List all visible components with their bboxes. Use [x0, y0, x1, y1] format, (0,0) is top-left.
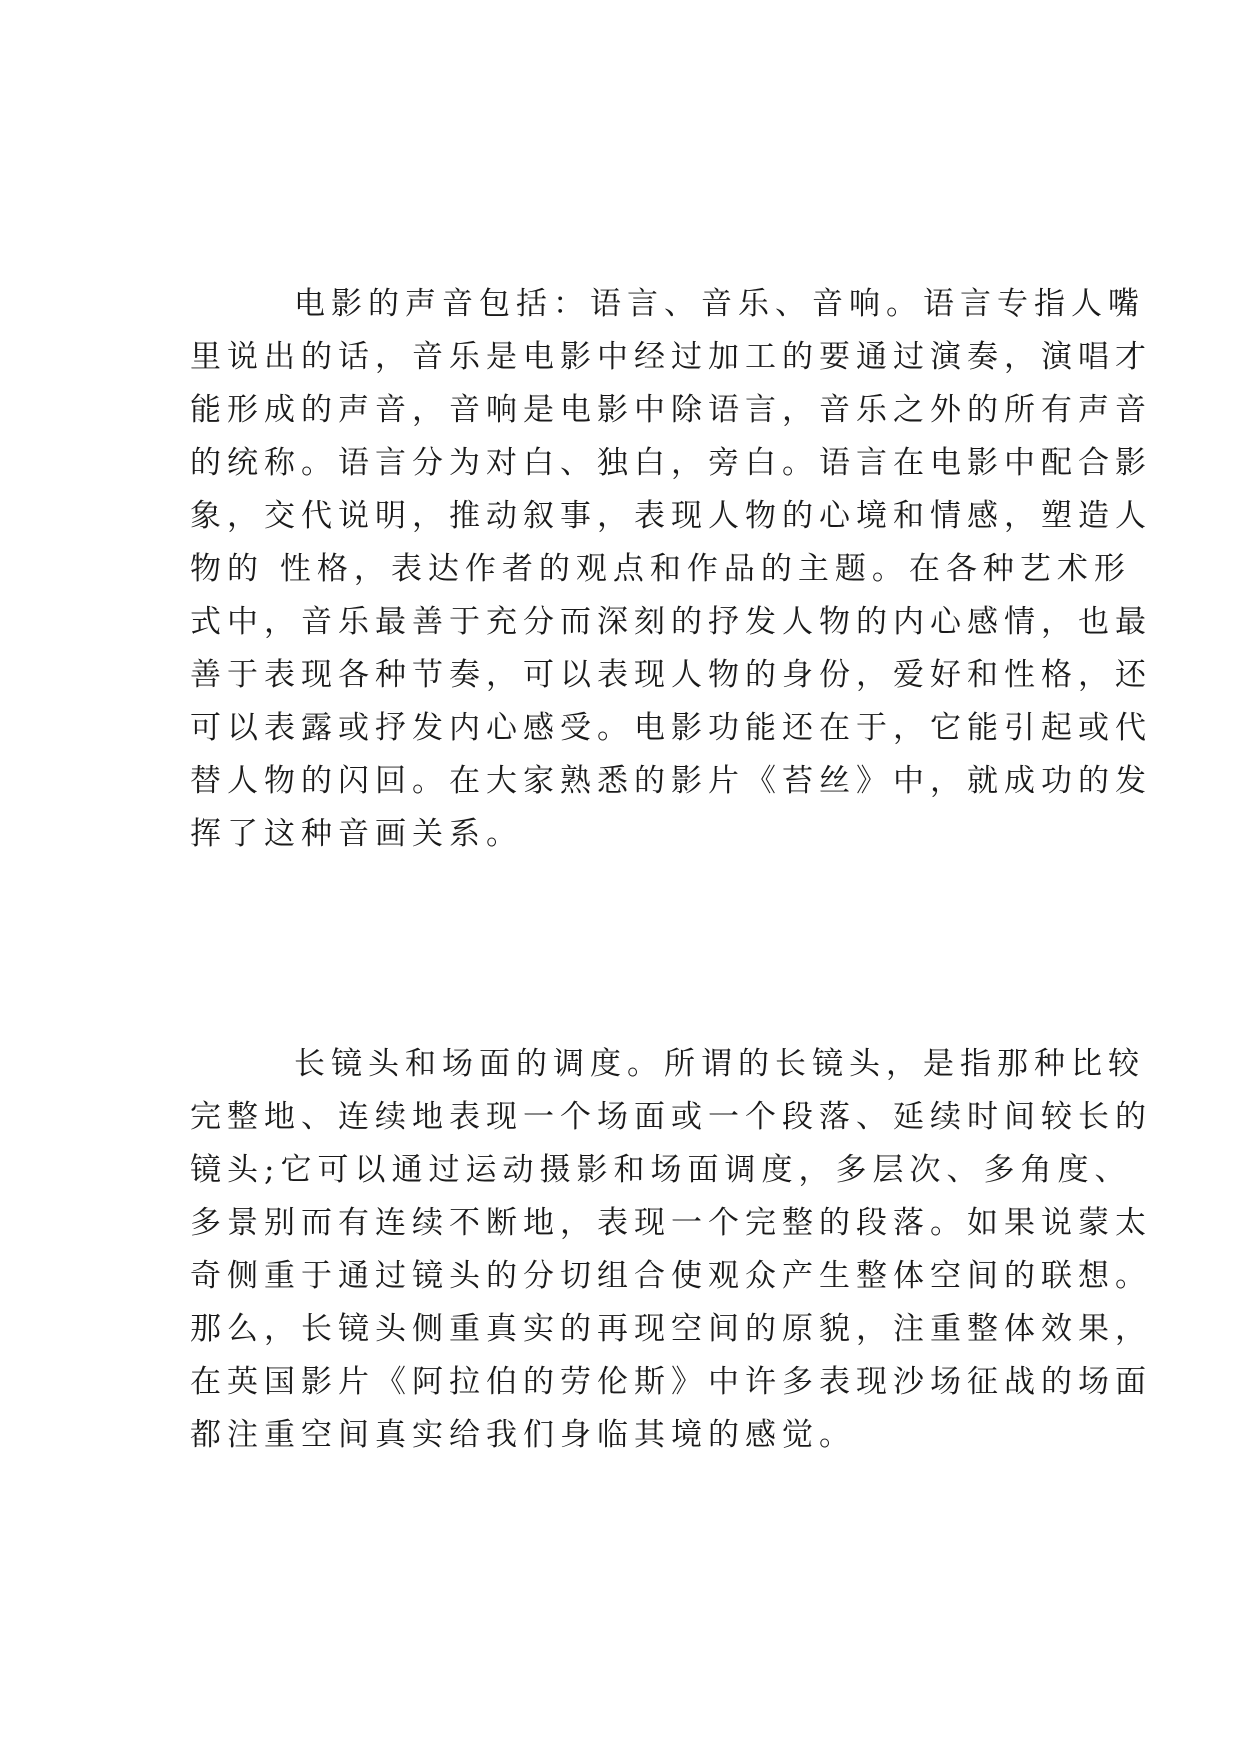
text-line: 长镜头和场面的调度。所谓的长镜头，是指那种比较	[294, 1046, 1145, 1082]
text-line: 物的 性格，表达作者的观点和作品的主题。在各种艺术形	[190, 551, 1131, 587]
text-line: 镜头;它可以通过运动摄影和场面调度，多层次、多角度、	[190, 1152, 1132, 1188]
text-line: 多景别而有连续不断地，表现一个完整的段落。如果说蒙太	[190, 1205, 1152, 1241]
text-line: 替人物的闪回。在大家熟悉的影片《苔丝》中，就成功的发	[190, 763, 1152, 799]
text-line: 在英国影片《阿拉伯的劳伦斯》中许多表现沙场征战的场面	[190, 1364, 1152, 1400]
text-line: 式中，音乐最善于充分而深刻的抒发人物的内心感情，也最	[190, 604, 1152, 640]
text-line: 都注重空间真实给我们身临其境的感觉。	[190, 1417, 856, 1453]
text-line: 能形成的声音，音响是电影中除语言，音乐之外的所有声音	[190, 392, 1152, 428]
text-line: 的统称。语言分为对白、独白，旁白。语言在电影中配合影	[190, 445, 1152, 481]
paragraph-film-sound	[190, 278, 1152, 861]
text-line: 完整地、连续地表现一个场面或一个段落、延续时间较长的	[190, 1099, 1152, 1135]
text-line: 挥了这种音画关系。	[190, 816, 523, 852]
text-line: 电影的声音包括：语言、音乐、音响。语言专指人嘴	[294, 286, 1145, 322]
text-line: 里说出的话，音乐是电影中经过加工的要通过演奏，演唱才	[190, 339, 1152, 375]
text-line: 奇侧重于通过镜头的分切组合使观众产生整体空间的联想。	[190, 1258, 1152, 1294]
text-line: 那么，长镜头侧重真实的再现空间的原貌，注重整体效果，	[190, 1311, 1152, 1347]
text-line: 可以表露或抒发内心感受。电影功能还在于，它能引起或代	[190, 710, 1152, 746]
text-line: 象，交代说明，推动叙事，表现人物的心境和情感，塑造人	[190, 498, 1152, 534]
paragraph-long-take	[190, 1038, 1152, 1462]
text-line: 善于表现各种节奏，可以表现人物的身份，爱好和性格，还	[190, 657, 1152, 693]
